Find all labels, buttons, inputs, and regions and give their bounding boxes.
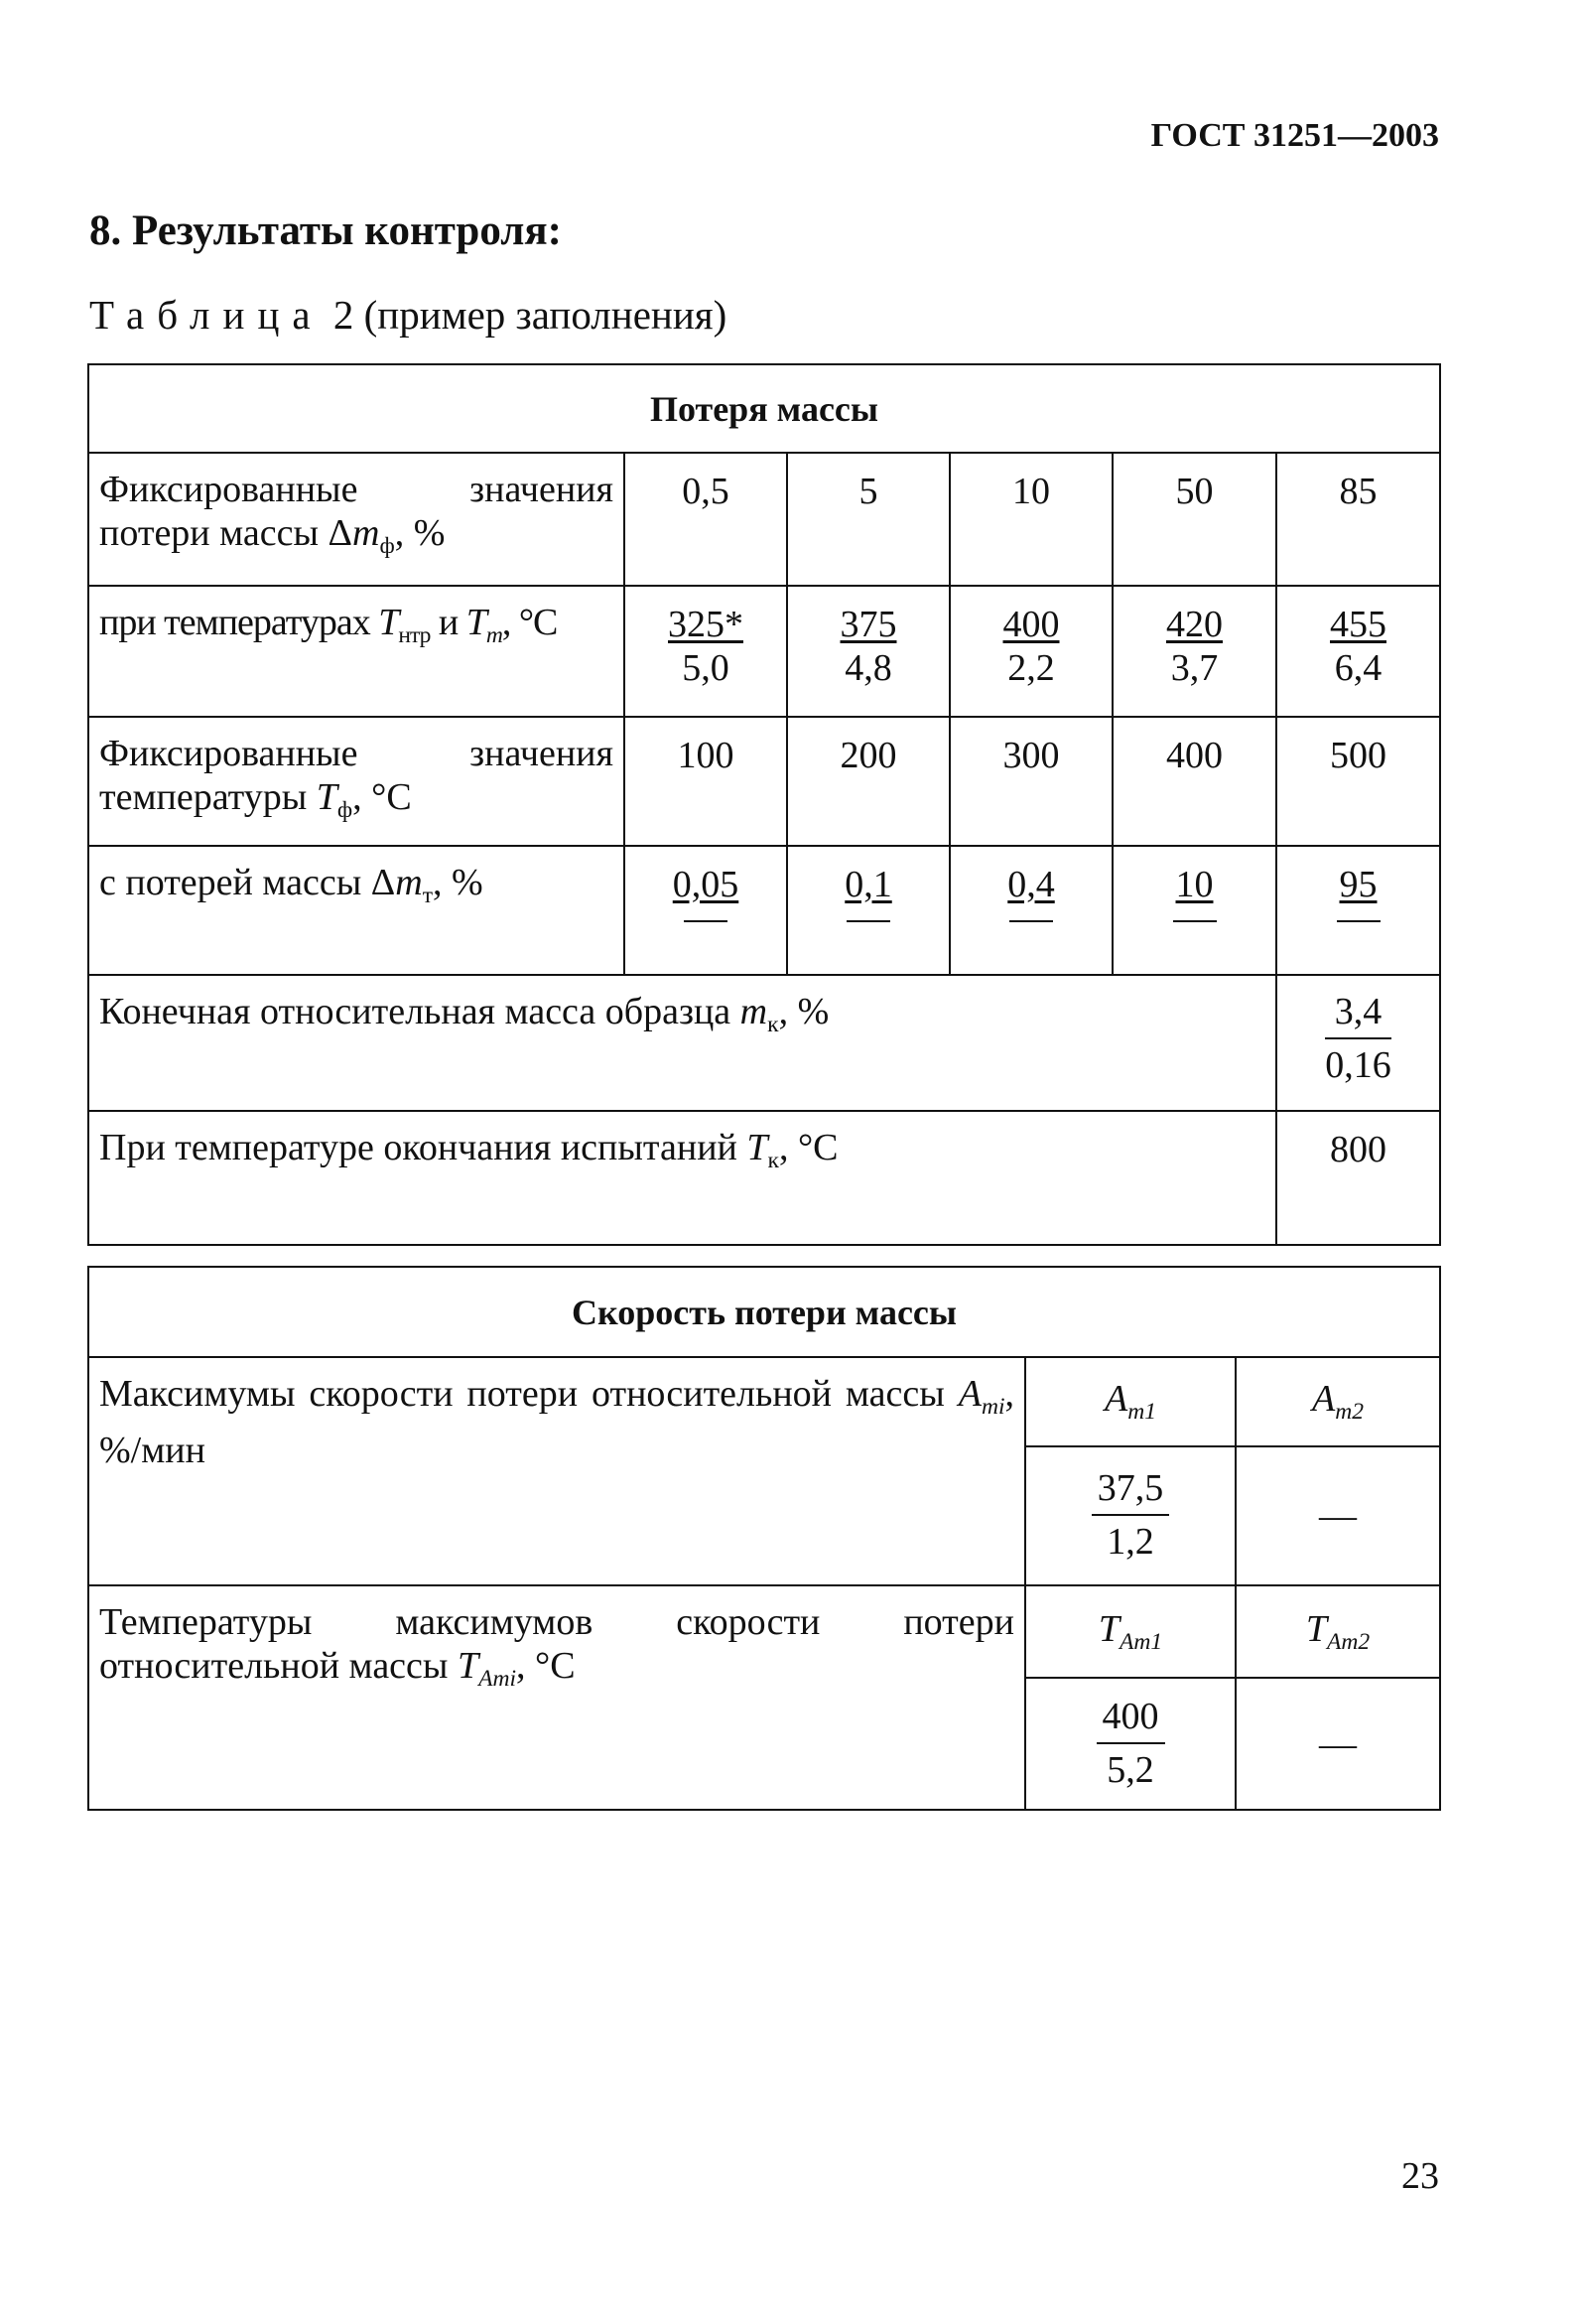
mass-loss-value: 50 [1113,453,1276,586]
mass-loss-pair: 10 [1113,846,1276,975]
mass-loss-pair: 0,4 [950,846,1113,975]
mass-loss-pair: 0,05 [624,846,787,975]
table-row [88,717,1440,846]
max-rate-header-2: $A_{m2}$ [1236,1357,1440,1446]
table-row [88,1357,1440,1446]
temperature-value: 200 [787,717,950,846]
standard-number: ГОСТ 31251—2003 [1150,117,1439,154]
end-temperature-label: При температуре окончания испытаний $T_к$, °С [88,1111,1276,1245]
table-row [88,453,1440,586]
max-rate-temperature-header-1: $T_{Am1}$ [1025,1585,1236,1678]
temperature-pair: $\frac{400}{2,2}$ [950,586,1113,717]
end-temperature-value: 800 [1276,1111,1440,1245]
table-caption-word: Таблица [89,292,324,338]
max-rate-label: Максимумы скорости потери относительной массы $A_{mi}$, %/мин [88,1357,1025,1585]
temperature-value: 300 [950,717,1113,846]
fixed-mass-loss-label: Фиксированные значения потери массы $\Delta m_ф$, % [88,453,624,586]
section-title: 8. Результаты контроля: [89,207,562,254]
max-rate-value-1: $\frac{37,5}{1,2}$ [1025,1446,1236,1585]
mass-loss-value: 85 [1276,453,1440,586]
max-rate-temperature-label: Температуры максимумов скорости потери относительной массы $T_{Ami}$, °С [88,1585,1025,1810]
page-number: 23 [1401,2155,1439,2197]
fixed-temperature-label: Фиксированные значения температуры $T_ф$, °С [88,717,624,846]
mass-loss-pair: 95 [1276,846,1440,975]
mass-loss-at-label: с потерей массы $\Delta m_т$, % [88,846,624,975]
temperature-pair: $\frac{375}{4,8}$ [787,586,950,717]
mass-loss-table [87,363,1441,1246]
table-row [88,586,1440,717]
table-row [88,1111,1440,1245]
temperature-pair: $\frac{325*}{5,0}$ [624,586,787,717]
temperature-value: 500 [1276,717,1440,846]
temperature-value: 400 [1113,717,1276,846]
mass-loss-value: 0,5 [624,453,787,586]
temperature-value: 100 [624,717,787,846]
final-mass-label: Конечная относительная масса образца $m_к$, % [88,975,1276,1111]
table-row [88,846,1440,975]
temperature-pair: $\frac{455}{6,4}$ [1276,586,1440,717]
table-caption-rest: 2 (пример заполнения) [323,292,727,338]
table-row [88,1585,1440,1678]
mass-loss-pair: 0,1 [787,846,950,975]
final-mass-value: $\frac{3,4}{0,16}$ [1276,975,1440,1111]
loss-rate-table [87,1266,1441,1811]
max-rate-value-2: — [1236,1446,1440,1585]
max-rate-temperature-value-1: $\frac{400}{5,2}$ [1025,1678,1236,1810]
table-caption [89,291,726,339]
table-row [88,975,1440,1111]
max-rate-temperature-header-2: $T_{Am2}$ [1236,1585,1440,1678]
temperature-at-label: при температурах $T_{нтр}$ и $T_m$, °С [88,586,624,717]
max-rate-header-1: $A_{m1}$ [1025,1357,1236,1446]
mass-loss-value: 10 [950,453,1113,586]
loss-rate-title: Скорость потери массы [88,1267,1440,1357]
mass-loss-title: Потеря массы [88,364,1440,453]
temperature-pair: $\frac{420}{3,7}$ [1113,586,1276,717]
mass-loss-value: 5 [787,453,950,586]
max-rate-temperature-value-2: — [1236,1678,1440,1810]
